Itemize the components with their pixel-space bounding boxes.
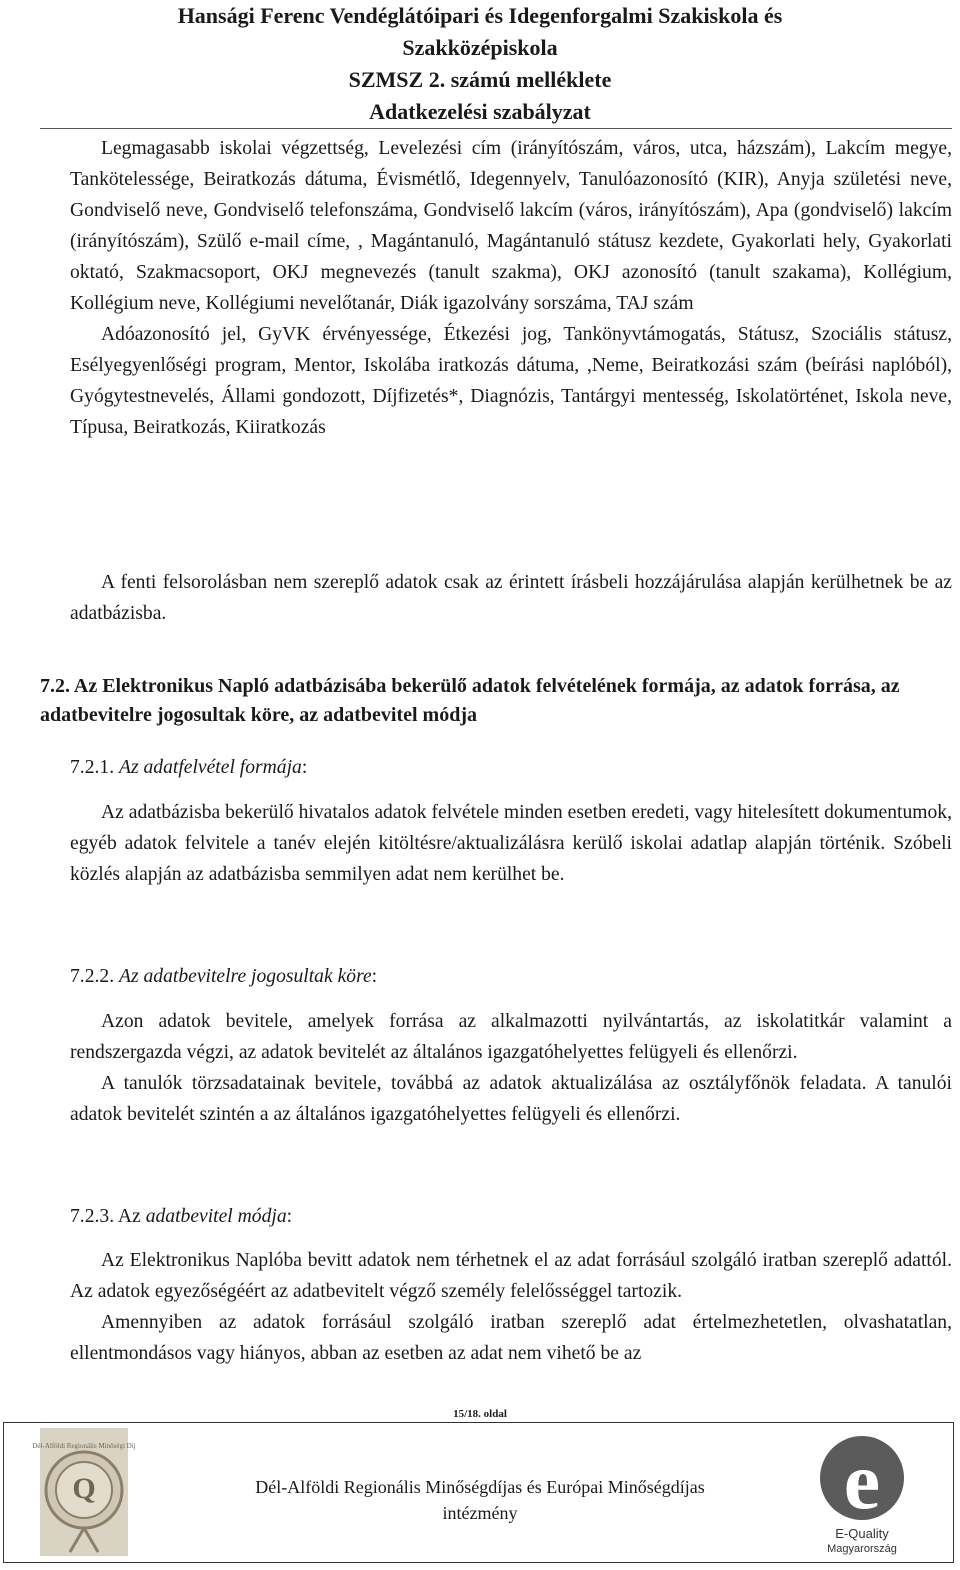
regional-quality-award-logo <box>32 1428 136 1556</box>
entry-method-paragraph-2: Amennyiben az adatok forrásául szolgáló iratban szereplő adat értelmezhetetlen, olvashatatlan, ellentmondásos vagy hiányos, abban az esetben az adat nem vihető be az <box>70 1312 952 1364</box>
entry-method-paragraph-1: Az Elektronikus Naplóba bevitt adatok nem térhetnek el az adat forrásául szolgáló iratban szereplő adattól. Az adatok egyezőségéért az adatbevitelt végző személy felelősséggel tartozik. <box>70 1250 952 1302</box>
page-number: 15/18. oldal <box>453 1408 507 1420</box>
entitled-paragraph-1: Azon adatok bevitele, amelyek forrása az alkalmazotti nyilvántartás, az iskolatitkár valamint a rendszergazda végzi, az adatok bevitelét az általános igazgatóhelyettes felügyeli és ellenőrzi. <box>70 1011 952 1063</box>
subsection-7-2-3-title <box>70 1202 292 1232</box>
subsection-7-2-1-body <box>70 797 952 890</box>
consent-paragraph: A fenti felsorolásban nem szereplő adatok csak az érintett írásbeli hozzájárulása alapján kerülhetnek be az adatbázisba. <box>70 572 952 624</box>
data-list-block <box>70 133 952 443</box>
subsection-number: 7.2.3. <box>70 1206 115 1227</box>
footer-line-1: Dél-Alföldi Regionális Minőségdíjas és Európai Minőségdíjas <box>255 1477 705 1497</box>
subsection-7-2-2-title <box>70 962 377 992</box>
subsection-title: Az adatfelvétel formája <box>119 757 302 778</box>
document-header <box>0 0 960 128</box>
entitled-paragraph-2: A tanulók törzsadatainak bevitele, továbbá az adatok aktualizálása az osztályfőnök feladata. A tanulói adatok bevitelét szintén a az általános igazgatóhelyettes felügyeli és ellenőrzi. <box>70 1073 952 1125</box>
subsection-prefix: Az <box>117 1206 141 1227</box>
header-school-name: Hansági Ferenc Vendéglátóipari és Idegenforgalmi Szakiskola és <box>177 3 783 28</box>
right-logo-text-1: E-Quality <box>835 1526 889 1541</box>
subsection-colon: : <box>371 966 378 987</box>
subsection-title: adatbevitel módja <box>145 1206 287 1227</box>
section-heading-7-2: 7.2. Az Elektronikus Napló adatbázisába bekerülő adatok felvételének formája, az adatok forrása, az adatbevitelre jogosultak köre, az adatbevitel módja <box>40 675 900 726</box>
subsection-7-2-2-body <box>70 1006 952 1130</box>
consent-note <box>70 567 952 629</box>
subsection-title: Az adatbevitelre jogosultak köre <box>119 966 372 987</box>
subsection-colon: : <box>301 757 308 778</box>
left-logo-text: Dél-Alföldi Regionális Minőségi Díj <box>32 1442 136 1450</box>
right-logo-text-2: Magyarország <box>827 1543 897 1555</box>
subsection-colon: : <box>286 1206 293 1227</box>
subsection-7-2-1-title <box>70 753 307 783</box>
svg-text:Q: Q <box>72 1472 96 1505</box>
e-quality-logo <box>812 1428 912 1558</box>
subsection-number: 7.2.1. <box>70 757 115 778</box>
header-school-name-cont: Szakközépiskola <box>402 35 558 60</box>
header-appendix: SZMSZ 2. számú melléklete <box>348 67 612 92</box>
header-regulation-title: Adatkezelési szabályzat <box>369 99 591 124</box>
recording-form-paragraph: Az adatbázisba bekerülő hivatalos adatok felvétele minden esetben eredeti, vagy hitelesített dokumentumok, egyéb adatok felvitele a tanév elején kitöltésre/aktualizálásra kerülő iskolai adatlap alapján történik. Szóbeli közlés alapján az adatbázisba semmilyen adat nem kerülhet be. <box>70 802 952 885</box>
footer-line-2: intézmény <box>442 1503 518 1523</box>
data-list-paragraph-2: Adóazonosító jel, GyVK érvényessége, Étkezési jog, Tankönyvtámogatás, Státusz, Szociális státusz, Esélyegyenlőségi program, Mentor, Iskolába iratkozás dátuma, ,Neme, Beiratkozási szám (beírási naplóból), Gyógytestnevelés, Állami gondozott, Díjfizetés*, Diagnózis, Tantárgyi mentesség, Iskolatörténet, Iskola neve, Típusa, Beiratkozás, Kiiratkozás <box>70 324 952 438</box>
footer-text <box>200 1474 760 1526</box>
svg-text:e: e <box>843 1435 881 1526</box>
subsection-7-2-3-body <box>70 1245 952 1369</box>
subsection-number: 7.2.2. <box>70 966 115 987</box>
header-divider <box>40 128 952 129</box>
data-list-paragraph-1: Legmagasabb iskolai végzettség, Levelezési cím (irányítószám, város, utca, házszám), Lakcím megye, Tankötelessége, Beiratkozás dátuma, Évismétlő, Idegennyelv, Tanulóazonosító (KIR), Anyja születési neve, Gondviselő neve, Gondviselő telefonszáma, Gondviselő lakcím (város, irányítószám), Apa (gondviselő) lakcím (irányítószám), Szülő e-mail címe, , Magántanuló, Magántanuló státusz kezdete, Gyakorlati hely, Gyakorlati oktató, Szakmacsoport, OKJ megnevezés (tanult szakma), OKJ azonosító (tanult szakama), Kollégium, Kollégium neve, Kollégiumi nevelőtanár, Diák igazolvány sorszáma, TAJ szám <box>70 138 952 314</box>
